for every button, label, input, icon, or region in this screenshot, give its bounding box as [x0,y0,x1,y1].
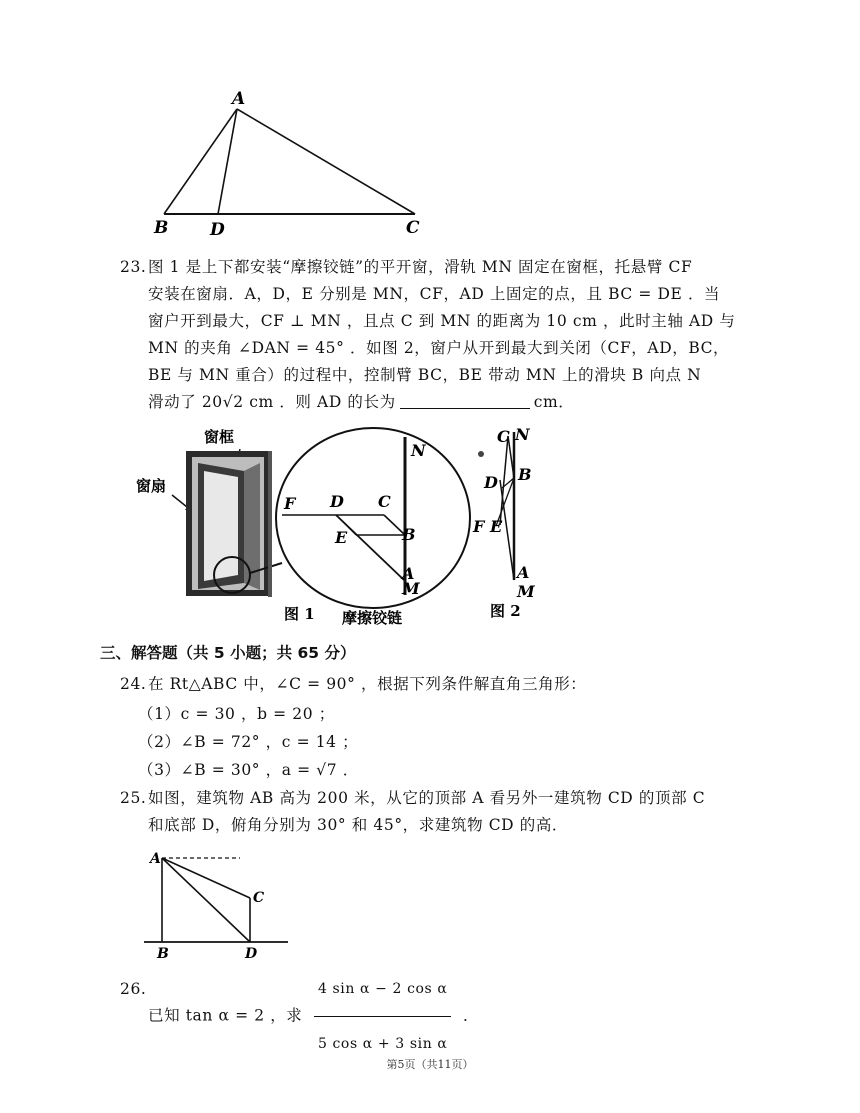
label-d: D [245,946,258,962]
unit-text: cm． [533,393,575,411]
window-frame-label: 窗框 [204,428,235,446]
question-number: 25. [120,789,147,807]
question-line: 图 1 是上下都安装“摩擦铰链”的平开窗，滑轨 MN 固定在窗框，托悬臂 CF [148,258,693,276]
question-number: 26. [120,980,147,998]
label-d: D [330,492,344,511]
label-d: D [484,473,498,492]
figure-1-caption: 图 1 [284,605,315,623]
label-n: N [411,441,426,460]
label-b: B [402,525,416,544]
sub-question-2: （2）∠B = 72° ，c = 14 ； [138,733,359,751]
label-e: E [490,517,503,536]
figure-1-hinge-diagram [268,425,478,630]
question-line: 安装在窗扇．A，D，E 分别是 MN，CF，AD 上固定的点，且 BC = DE ．当 [148,285,721,303]
question-line: MN 的夹角 ∠DAN = 45° ．如图 2，窗户从开到最大到关闭（CF，AD，BC， [148,339,730,357]
page-footer: 第5页（共11页） [386,1058,474,1071]
label-b: B [518,465,532,484]
question-line: BE 与 MN 重合）的过程中，控制臂 BC，BE 带动 MN 上的滑块 B 向点 N [148,366,702,384]
label-c: C [497,427,510,446]
figure-2-closing-diagram [470,420,550,620]
sub-question-1: （1）c = 30 ，b = 20 ； [138,705,335,723]
fraction-expression [314,964,452,1069]
question-number: 23. [120,258,147,276]
label-e: E [335,528,348,547]
question-line: 在 Rt△ABC 中，∠C = 90° ，根据下列条件解直角三角形： [148,675,587,693]
label-b: B [154,218,169,238]
window-sash-label: 窗扇 [136,477,167,495]
question-line: 窗户开到最大，CF ⊥ MN ，且点 C 到 MN 的距离为 10 cm ，此时主轴 AD 与 [148,312,736,330]
label-a: A [150,851,161,867]
figure-2-caption: 图 2 [490,602,521,620]
question-line: 如图，建筑物 AB 高为 200 米，从它的顶部 A 看另外一建筑物 CD 的顶部 C [148,789,706,807]
label-m: M [402,579,420,598]
label-n: N [515,425,530,444]
sentence-end: ． [462,1006,480,1025]
fraction-numerator: 4 sin α − 2 cos α [314,964,452,1017]
question-number: 24. [120,675,147,693]
question-text: 已知 tan α = 2 ，求 [148,1006,303,1025]
label-f: F [284,494,296,513]
question-line-part: 滑动了 20√2 cm ．则 AD 的长为 [148,393,396,411]
label-f: F [473,517,485,536]
question-line: 和底部 D，俯角分别为 30° 和 45°，求建筑物 CD 的高． [148,816,569,834]
section-title: 三、解答题（共 5 小题；共 65 分） [100,644,356,662]
label-m: M [517,582,535,601]
fraction-denominator: 5 cos α + 3 sin α [317,1036,448,1052]
label-c: C [253,890,265,906]
sub-question-3: （3）∠B = 30° ，a = √7 ． [138,761,359,779]
label-a: A [232,89,246,109]
label-b: B [157,946,169,962]
building-figure [140,846,290,966]
label-d: D [210,220,225,240]
triangle-abdc-figure [140,80,440,240]
question-line [148,389,778,416]
answer-blank[interactable] [400,390,530,409]
figure-1-window-photo [132,425,315,625]
label-a: A [517,563,530,582]
label-c: C [378,492,391,511]
hinge-caption: 摩擦铰链 [342,609,403,627]
label-a: A [402,564,415,583]
label-c: C [406,218,420,238]
